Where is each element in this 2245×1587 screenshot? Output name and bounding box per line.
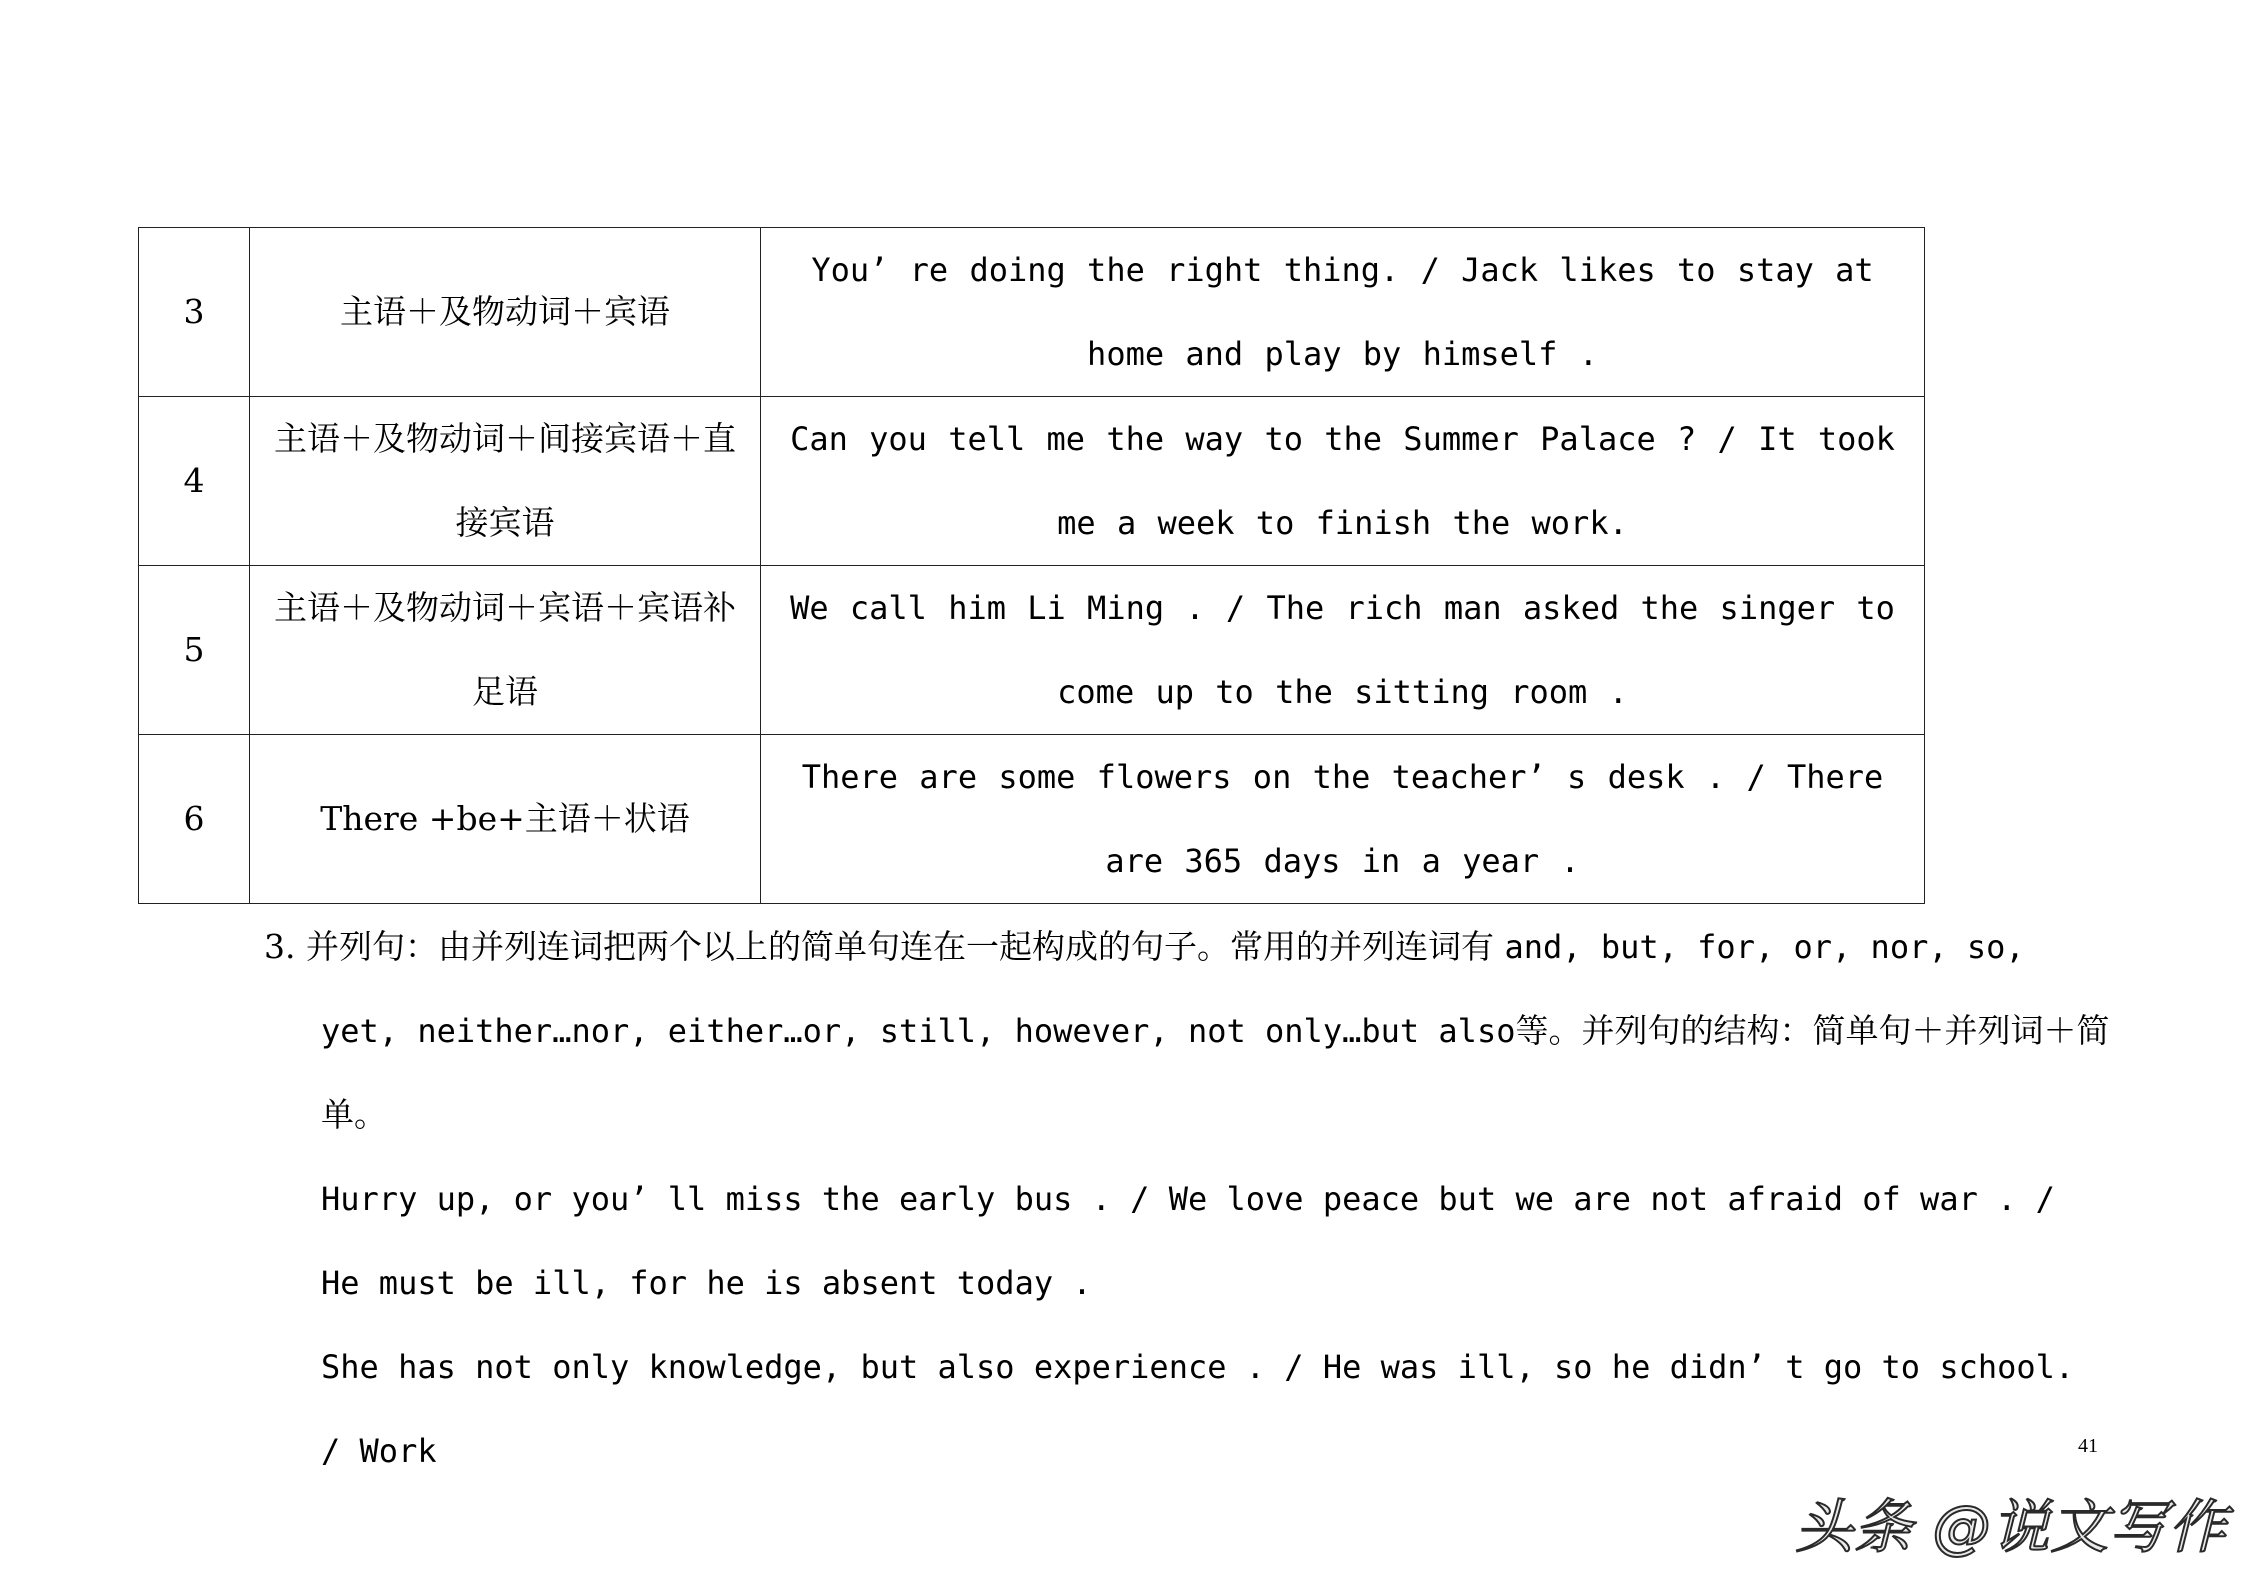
conjunction-list: and, but, for, or, nor, so, yet, neither…nor, either…or, still, however, not only…but also: [321, 928, 2025, 1050]
table-row: [139, 228, 1925, 397]
example-paragraph: Hurry up, or you’ ll miss the early bus . / We love peace but we are not afraid of war . / He must be ill, for he is absent today .: [321, 1180, 2055, 1302]
row-number: 5: [139, 566, 250, 735]
example-paragraph: She has not only knowledge, but also experience . / He was ill, so he didn’ t go to school. / Work: [321, 1348, 2075, 1470]
row-number: 4: [139, 397, 250, 566]
pattern-cell: There +be+主语＋状语: [250, 735, 761, 904]
example-cell: You’ re doing the right thing. / Jack likes to stay at home and play by himself .: [761, 228, 1925, 397]
table-row: [139, 735, 1925, 904]
compound-sentence-section: [264, 905, 2112, 1493]
example-cell: Can you tell me the way to the Summer Palace ? / It took me a week to finish the work.: [761, 397, 1925, 566]
section-heading: 并列句：由并列连词把两个以上的简单句连在一起构成的句子。常用的并列连词有: [306, 927, 1494, 966]
table-row: [139, 566, 1925, 735]
example-cell: We call him Li Ming . / The rich man asked the singer to come up to the sitting room .: [761, 566, 1925, 735]
pattern-cell: 主语＋及物动词＋间接宾语＋直接宾语: [250, 397, 761, 566]
sentence-pattern-table: [138, 227, 1925, 904]
pattern-cell: 主语＋及物动词＋宾语: [250, 228, 761, 397]
example-cell: There are some flowers on the teacher’ s desk . / There are 365 days in a year .: [761, 735, 1925, 904]
page-number: 41: [2078, 1435, 2098, 1457]
section-paragraph: [264, 905, 2112, 1157]
row-number: 6: [139, 735, 250, 904]
row-number: 3: [139, 228, 250, 397]
table-row: [139, 397, 1925, 566]
section-number: 3.: [264, 927, 296, 966]
section-heading-tail: 等。并列句的结构：简单句＋并列词＋简单。: [321, 1011, 2110, 1134]
watermark: 头条 @说文写作: [1795, 1493, 2228, 1561]
pattern-cell: 主语＋及物动词＋宾语＋宾语补足语: [250, 566, 761, 735]
